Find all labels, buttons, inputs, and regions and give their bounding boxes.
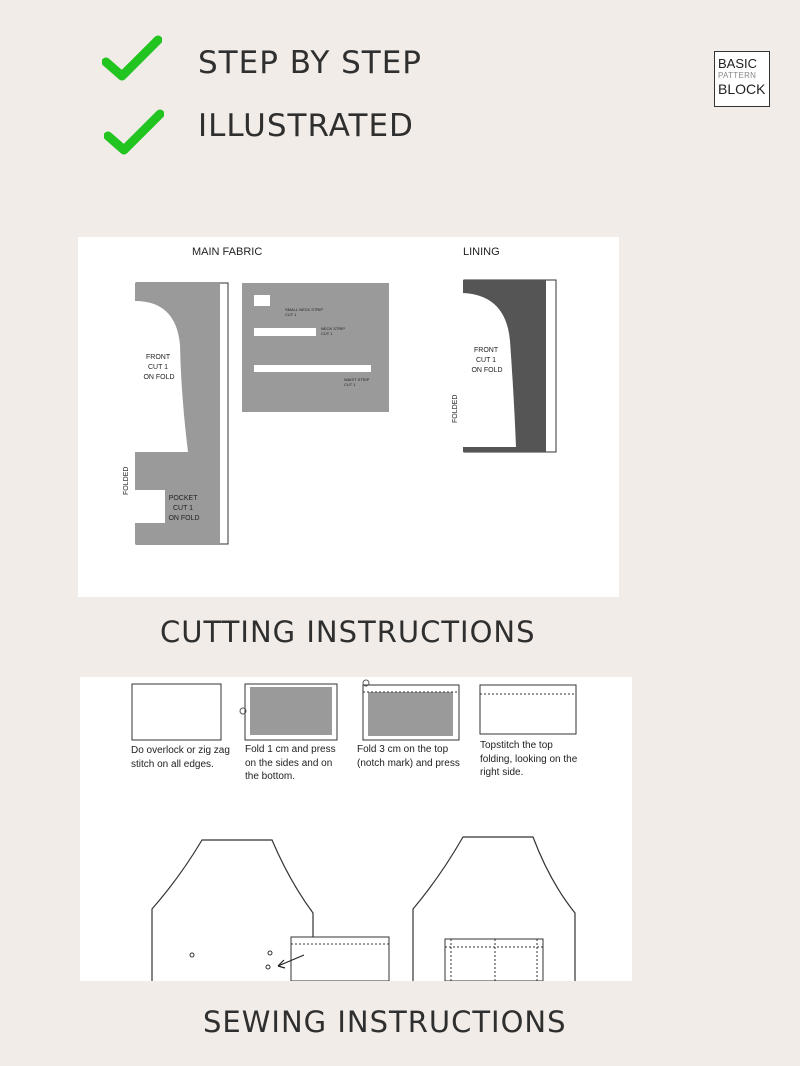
svg-text:FOLDED: FOLDED bbox=[123, 466, 130, 495]
brand-logo: BASIC PATTERN BLOCK bbox=[714, 51, 770, 107]
main-fabric-label: MAIN FABRIC bbox=[192, 246, 263, 258]
svg-text:FRONT CUT 1 ON FOL: FRONT CUT 1 ON FOLD bbox=[471, 347, 503, 374]
step-3-text: Fold 3 cm on the top (notch mark) and press bbox=[357, 744, 460, 769]
checkmark-icon bbox=[102, 34, 162, 84]
step-2-text: Fold 1 cm and press on the sides and on the bottom. bbox=[245, 744, 336, 782]
svg-text:POCKET CUT 1 ON FO: POCKET CUT 1 ON FOLD bbox=[168, 495, 200, 522]
sewing-diagram-panel bbox=[80, 677, 632, 981]
svg-text:NECK STRIP CUT 1: NECK STRIP CUT 1 bbox=[321, 326, 345, 336]
feature-step-by-step: STEP BY STEP bbox=[198, 45, 423, 81]
sewing-instructions-title: SEWING INSTRUCTIONS bbox=[203, 1005, 567, 1039]
svg-text:SMALL NECK STRIP CUT 1: SMALL NECK STRIP CUT 1 bbox=[285, 307, 324, 317]
svg-text:FRONT CUT 1 ON FOL: FRONT CUT 1 ON FOLD bbox=[143, 354, 175, 381]
checkmark-icon bbox=[104, 108, 164, 158]
cutting-diagram-panel bbox=[78, 237, 619, 597]
feature-illustrated: ILLUSTRATED bbox=[198, 108, 414, 144]
svg-text:FOLDED: FOLDED bbox=[452, 394, 459, 423]
svg-text:WAIST STRIP CUT 1: WAIST STRIP CUT 1 bbox=[344, 377, 370, 387]
cutting-instructions-title: CUTTING INSTRUCTIONS bbox=[160, 615, 536, 649]
sewing-diagram bbox=[80, 677, 632, 981]
step-4-text: Topstitch the top folding, looking on the right side. bbox=[480, 740, 578, 778]
cutting-diagram bbox=[78, 237, 619, 597]
step-1-text: Do overlock or zig zag stitch on all edges. bbox=[131, 745, 230, 770]
lining-label: LINING bbox=[463, 246, 500, 258]
